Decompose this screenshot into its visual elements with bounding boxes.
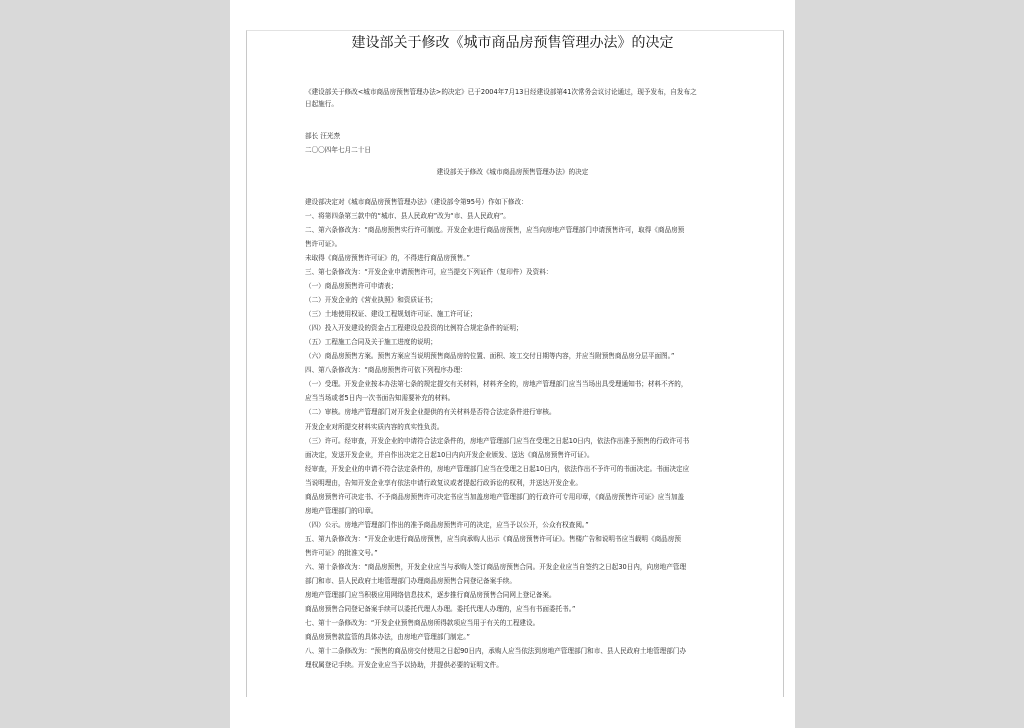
body-line: 商品房预售合同登记备案手续可以委托代理人办理。委托代理人办理的，应当有书面委托书。”: [305, 604, 576, 613]
body-line: 经审查，开发企业的申请不符合法定条件的，房地产管理部门应当在受理之日起10日内，依法作出不予许可的书面决定。书面决定应: [305, 464, 690, 473]
body-line: 应当当场或者5日内一次书面告知需要补充的材料。: [305, 394, 455, 403]
body-line: （一）商品房预售许可申请表；: [305, 282, 398, 291]
body-line: （六）商品房预售方案。预售方案应当说明预售商品房的位置、面积、竣工交付日期等内容，并应当附预售商品房分层平面图。”: [305, 352, 675, 361]
body-line: （四）投入开发建设的资金占工程建设总投资的比例符合规定条件的证明；: [305, 324, 523, 333]
body-line: 二、第六条修改为：“商品房预售实行许可制度。开发企业进行商品房预售，应当向房地产管理部门申请预售许可，取得《商品房预: [305, 226, 685, 235]
body-line: 开发企业对所提交材料实质内容的真实性负责。: [305, 422, 444, 431]
body-line: 四、第八条修改为：“商品房预售许可依下列程序办理：: [305, 366, 467, 375]
body-line: 部门和市、县人民政府土地管理部门办理商品房预售合同登记备案手续。: [305, 576, 516, 585]
signer: 部长 汪光焘: [305, 132, 341, 140]
body-line: 当说明理由，告知开发企业享有依法申请行政复议或者提起行政诉讼的权利，并送达开发企业。: [305, 478, 582, 487]
body-line: （二）审核。房地产管理部门对开发企业提供的有关材料是否符合法定条件进行审核。: [305, 408, 556, 417]
body-line: 未取得《商品房预售许可证》的，不得进行商品房预售。”: [305, 254, 470, 263]
body-line: 六、第十条修改为：“商品房预售，开发企业应当与承购人签订商品房预售合同。开发企业应当自签约之日起30日内，向房地产管理: [305, 562, 687, 571]
body-line: （四）公示。房地产管理部门作出的准予商品房预售许可的决定，应当予以公开，公众有权查阅。”: [305, 520, 589, 529]
body-line: 七、第十一条修改为：“开发企业预售商品房所得款项应当用于有关的工程建设。: [305, 618, 540, 627]
intro-line-2: 日起施行。: [305, 100, 338, 108]
document-subtitle: 建设部关于修改《城市商品房预售管理办法》的决定: [436, 168, 589, 176]
body-line: 八、第十二条修改为：“预售的商品房交付使用之日起90日内，承购人应当依法到房地产管理部门和市、县人民政府土地管理部门办: [305, 647, 687, 655]
body-line: （五）工程施工合同及关于施工进度的说明；: [305, 338, 437, 347]
intro-line-1: 《建设部关于修改<城市商品房预售管理办法>的决定》已于2004年7月13日经建设部第41次常务会议讨论通过，现予发布，自发布之: [305, 88, 697, 96]
body-line: （三）土地使用权证、建设工程规划许可证、施工许可证；: [305, 310, 477, 319]
body-line: 售许可证》的批准文号。”: [305, 548, 378, 557]
body-line: 面决定，发送开发企业，并自作出决定之日起10日内向开发企业颁发、送达《商品房预售许可证》。: [305, 450, 594, 459]
date: 二〇〇四年七月二十日: [305, 146, 371, 154]
body-line: 五、第九条修改为：“开发企业进行商品房预售，应当向承购人出示《商品房预售许可证》。售楼广告和说明书应当载明《商品房预: [305, 534, 681, 543]
document-title: 建设部关于修改《城市商品房预售管理办法》的决定: [351, 35, 674, 51]
body-line: 三、第七条修改为：“开发企业申请预售许可，应当提交下列证件（复印件）及资料：: [305, 268, 553, 277]
body-line: 房地产管理部门应当积极应用网络信息技术，逐步推行商品房预售合同网上登记备案。: [305, 590, 556, 599]
body-line: 商品房预售许可决定书、不予商品房预售许可决定书应当加盖房地产管理部门的行政许可专用印章，《商品房预售许可证》应当加盖: [305, 492, 685, 501]
body-line: （二）开发企业的《营业执照》和资质证书；: [305, 296, 437, 305]
body-line: （三）许可。经审查，开发企业的申请符合法定条件的，房地产管理部门应当在受理之日起10日内，依法作出准予预售的行政许可书: [305, 436, 690, 445]
body-line: 售许可证》。: [305, 240, 342, 249]
body-line: （一）受理。开发企业按本办法第七条的规定提交有关材料，材料齐全的，房地产管理部门应当当场出具受理通知书；材料不齐的，: [305, 380, 688, 389]
body-line: 建设部决定对《城市商品房预售管理办法》（建设部令第95号）作如下修改：: [305, 198, 528, 206]
document-page: [230, 0, 795, 728]
body-line: 房地产管理部门的印章。: [305, 506, 378, 515]
body-line: 理权属登记手续。开发企业应当予以协助，并提供必要的证明文件。: [305, 661, 503, 669]
body-line: 一、将第四条第三款中的“城市、县人民政府”改为“市、县人民政府”。: [305, 212, 510, 220]
body-line: 商品房预售款监管的具体办法，由房地产管理部门制定。”: [305, 632, 470, 641]
